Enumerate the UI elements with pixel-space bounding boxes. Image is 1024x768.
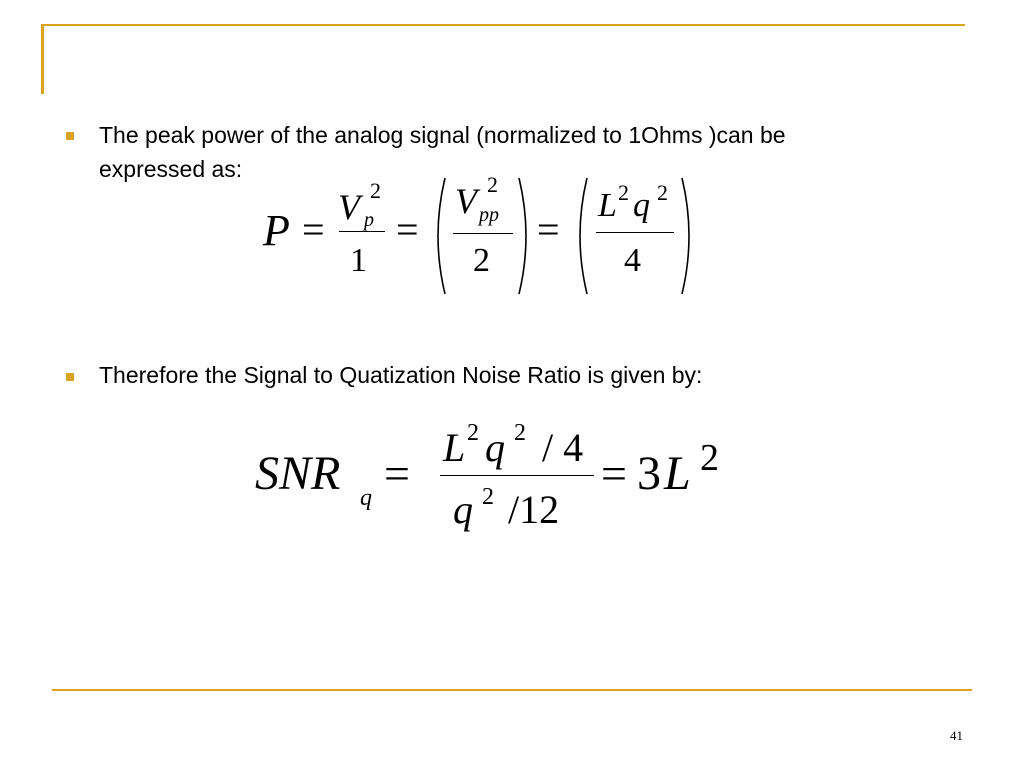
eq1-sup-2d: 2 [657,180,668,205]
eq1-left-paren-2 [572,176,590,296]
eq1-frac-bar-3 [596,232,674,233]
eq1-L: L [598,187,617,224]
eq1-Vp: V [338,187,360,227]
eq2-den-div12: /12 [508,487,560,532]
eq2-num-div4: / 4 [542,425,584,470]
eq1-sup-2a: 2 [370,178,381,203]
frame-left-accent [41,24,44,94]
eq1-P: P [263,206,290,255]
bullet-text-line1: The peak power of the analog signal (normalized to 1Ohms )can be [99,122,786,148]
eq2-num-L: L [443,425,466,470]
bullet-marker [66,132,74,140]
eq1-q: q [633,187,650,224]
footer-rule [52,689,972,691]
eq2-equals-1: = [384,448,410,499]
bullet-text-line2: expressed as: [99,156,243,182]
eq2-equals-2: = [601,448,627,499]
eq1-equals-1: = [302,207,325,252]
eq1-right-paren-1 [516,176,534,296]
eq2-den-sup: 2 [482,484,494,510]
eq1-denom-2: 2 [473,242,490,279]
eq2-sub-q: q [360,485,372,511]
bullet-text-snr: Therefore the Signal to Quatization Noise Ratio is given by: [99,362,703,388]
eq2-L: L [664,447,691,500]
eq1-denom-1: 1 [350,242,367,279]
eq1-sup-2c: 2 [618,180,629,205]
eq1-sup-2b: 2 [487,172,498,197]
eq2-num-sup-2: 2 [514,420,526,446]
page-number: 41 [950,728,963,743]
eq1-sub-p: p [364,209,374,231]
eq1-Vpp: V [455,181,477,221]
eq1-equals-3: = [537,207,560,252]
eq2-sup-big: 2 [700,437,719,479]
eq1-right-paren-2 [679,176,697,296]
eq1-equals-2: = [396,207,419,252]
eq2-num-q: q [485,425,505,470]
frame-top-rule [41,24,965,26]
eq2-snr: SNR [255,447,341,500]
eq1-left-paren-1 [430,176,448,296]
eq1-frac-bar-2 [453,233,513,234]
eq2-three: 3 [637,447,661,500]
bullet-marker [66,373,74,381]
eq2-num-sup-1: 2 [467,420,479,446]
eq2-frac-bar [440,475,594,476]
eq1-frac-bar-1 [339,231,385,232]
eq2-den-q: q [453,487,473,532]
eq1-denom-3: 4 [624,242,641,279]
eq1-sub-pp: pp [479,204,499,226]
